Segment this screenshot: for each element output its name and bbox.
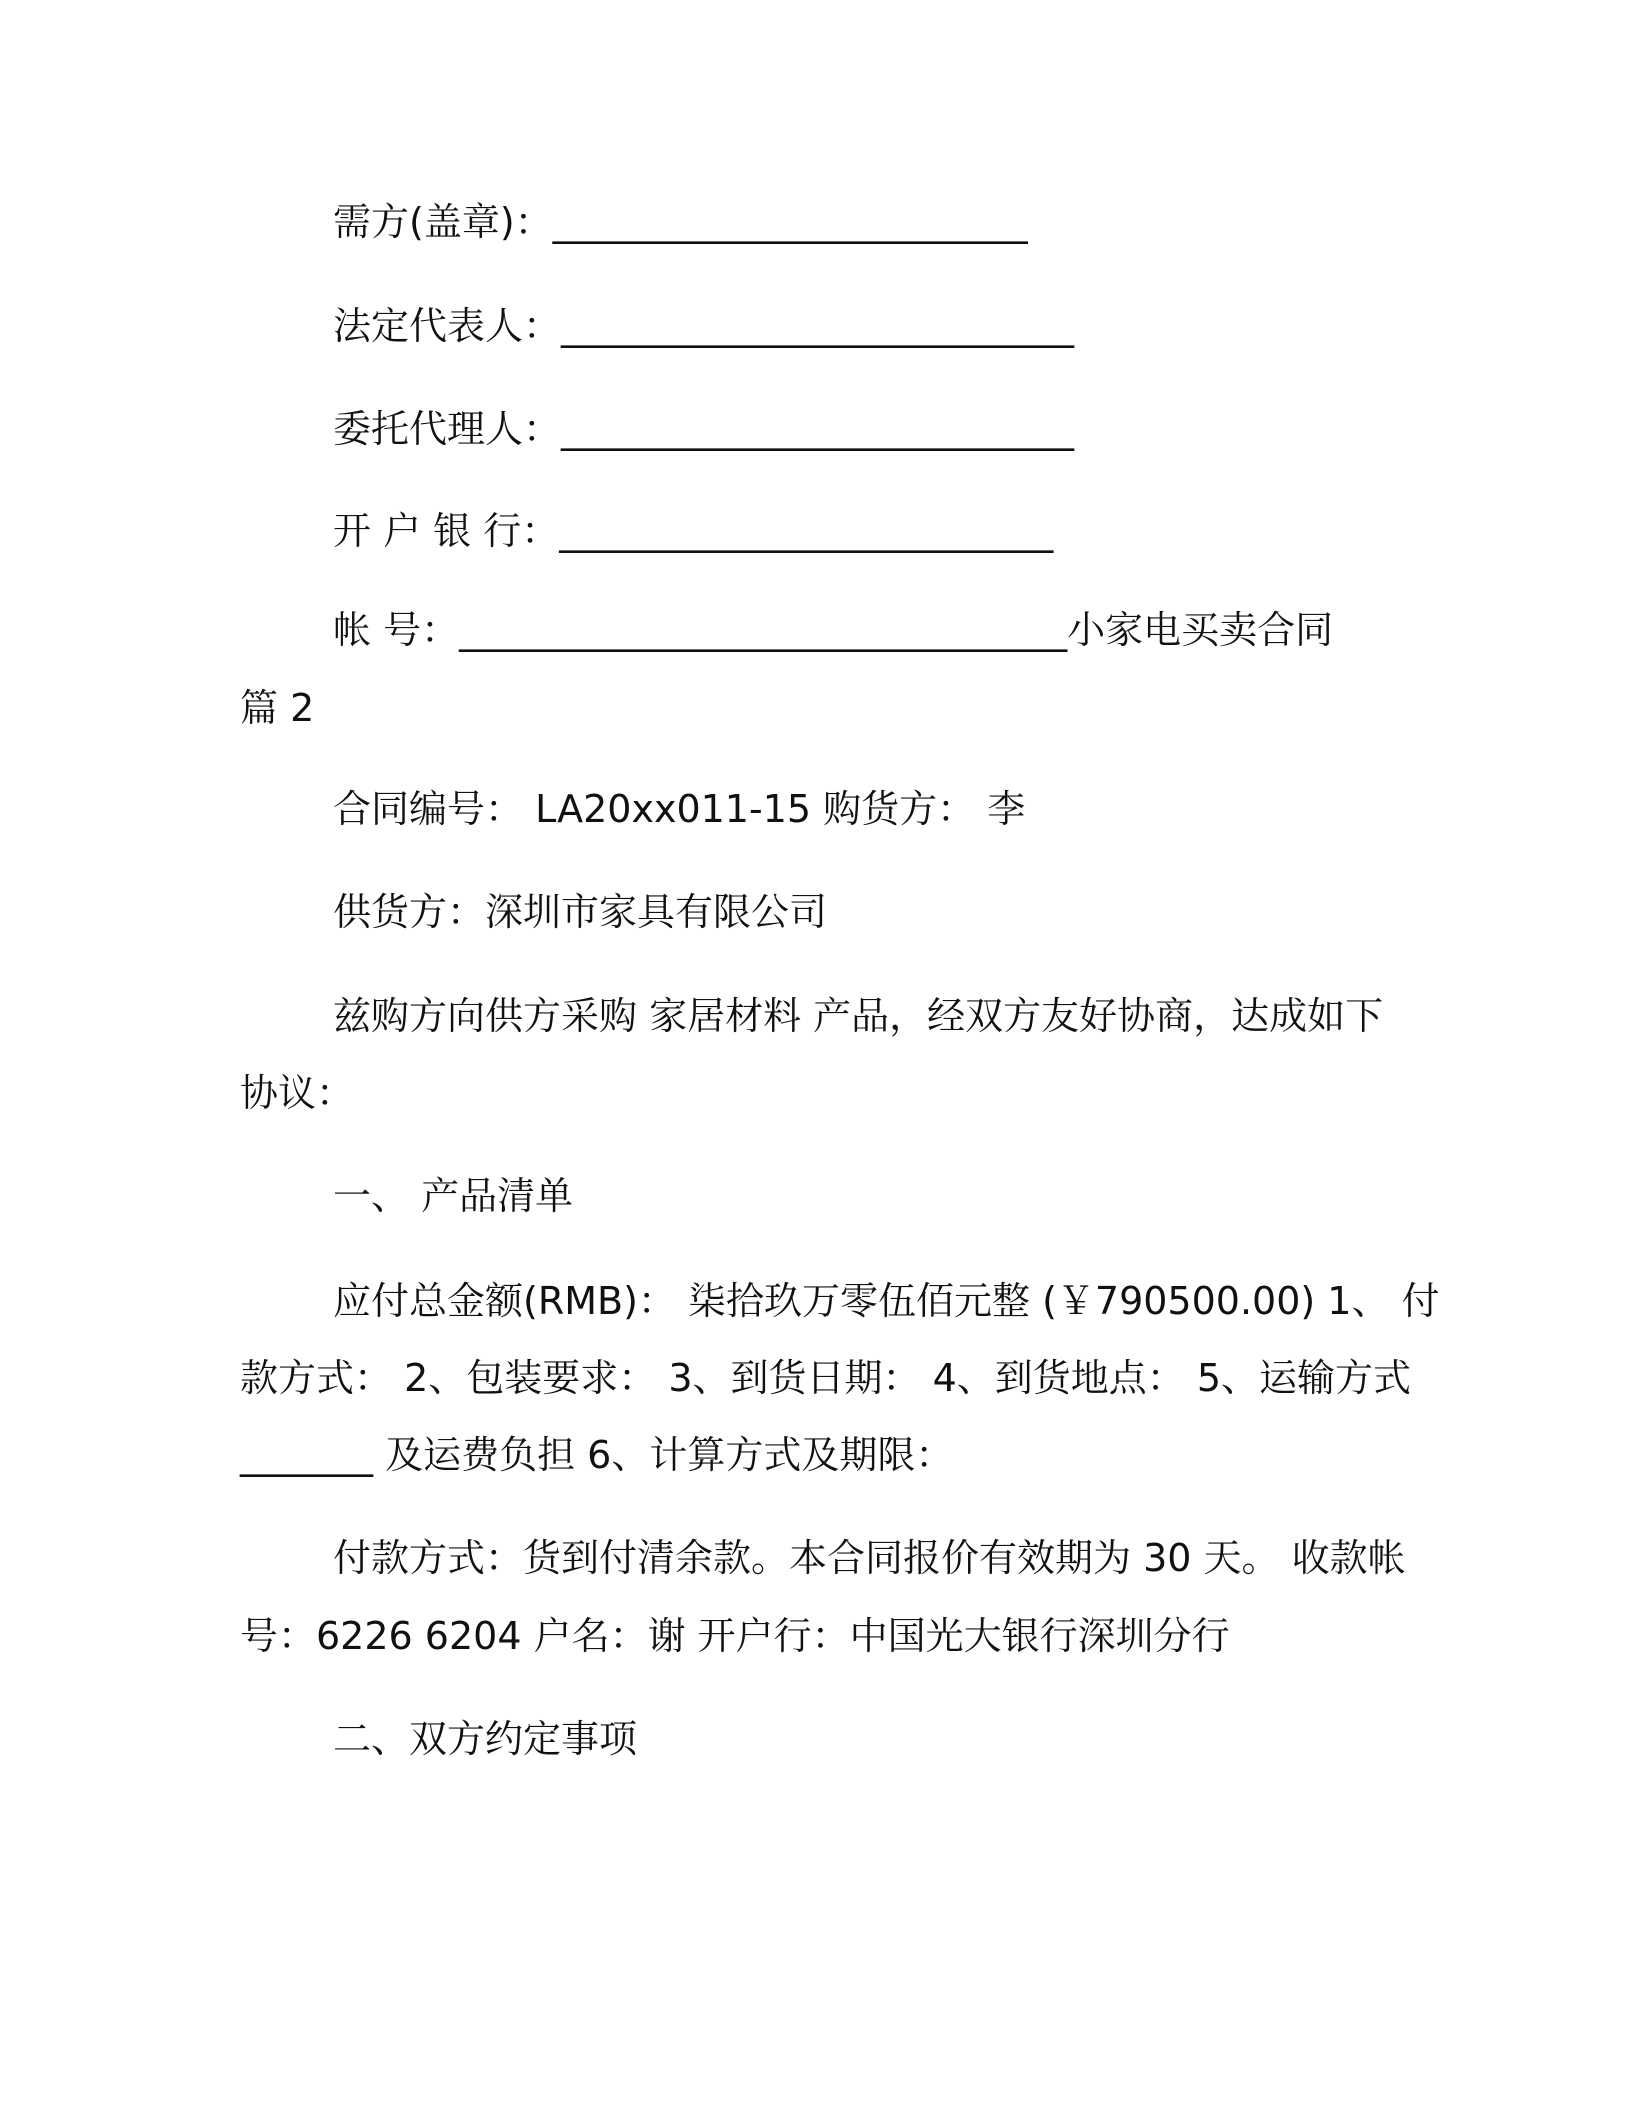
- buyer-seal-line: 需方(盖章)：_________________________: [333, 200, 1028, 244]
- document-title-suffix: 篇 2: [240, 686, 315, 730]
- section-2-heading: 二、双方约定事项: [333, 1717, 638, 1761]
- legal-representative-line: 法定代表人：___________________________: [333, 304, 1075, 348]
- payment-paragraph-line-2: 号：6226 6204 户名：谢 开户行：中国光大银行深圳分行: [240, 1614, 1230, 1658]
- amount-paragraph-line-3: _______ 及运费负担 6、计算方式及期限：: [240, 1433, 954, 1477]
- amount-paragraph-line-1: 应付总金额(RMB)： 柒拾玖万零伍佰元整 (￥790500.00) 1、 付: [333, 1279, 1440, 1323]
- amount-paragraph-line-2: 款方式： 2、包装要求： 3、到货日期： 4、到货地点： 5、运输方式: [240, 1356, 1412, 1400]
- supplier-line: 供货方：深圳市家具有限公司: [333, 890, 828, 934]
- account-line: 帐 号：________________________________小家电买卖合同: [333, 608, 1334, 652]
- agent-line: 委托代理人：___________________________: [333, 407, 1075, 451]
- contract-number-line: 合同编号： LA20xx011-15 购货方： 李: [333, 787, 1026, 831]
- intro-paragraph-line-2: 协议：: [240, 1071, 355, 1115]
- intro-paragraph-line-1: 兹购方向供方采购 家居材料 产品，经双方友好协商，达成如下: [333, 994, 1384, 1038]
- section-1-heading: 一、 产品清单: [333, 1174, 574, 1218]
- payment-paragraph-line-1: 付款方式：货到付清余款。本合同报价有效期为 30 天。 收款帐: [333, 1536, 1406, 1580]
- bank-line: 开 户 银 行：__________________________: [333, 509, 1054, 553]
